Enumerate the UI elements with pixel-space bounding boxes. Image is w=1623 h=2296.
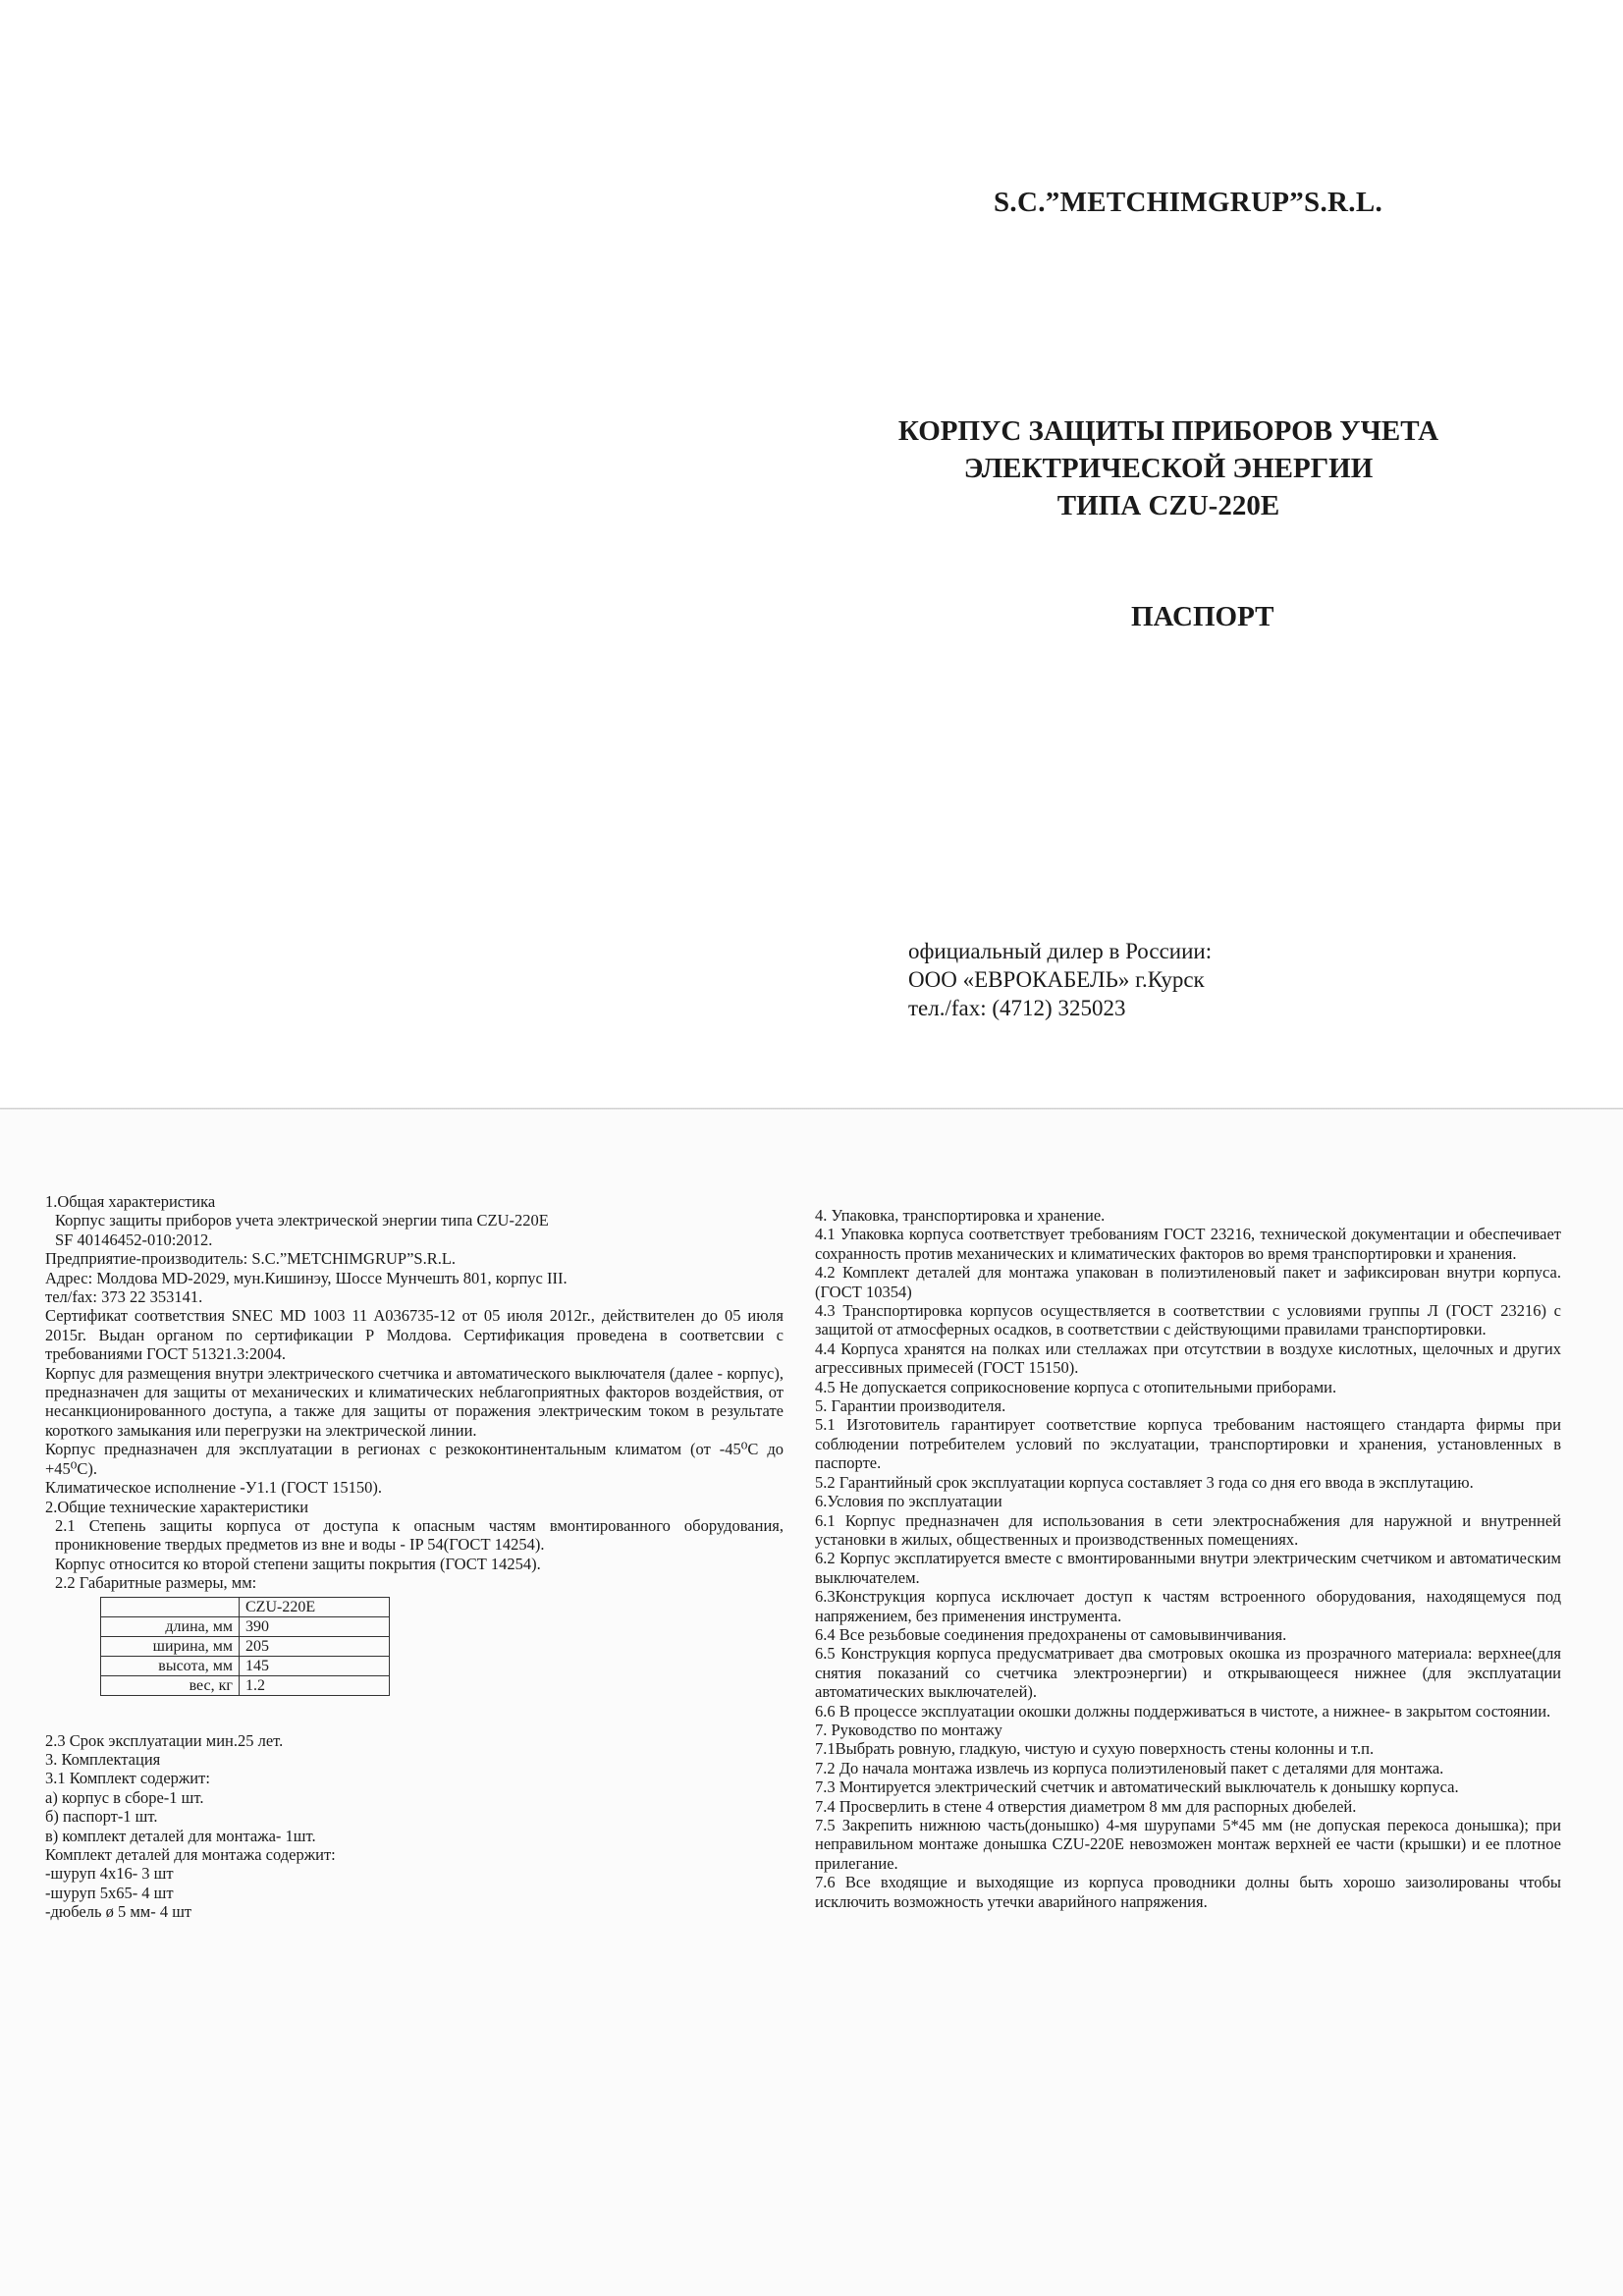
clause-text: 7.5 Закрепить нижнюю часть(донышко) 4-мя шурупами 5*45 мм (не допуская перекоса донышка); при неправильном монтаже донышка CZU-220E невозможен монтаж верхней ее части (крышки) и ее плотное прилегание.: [815, 1816, 1561, 1873]
clause-text: 4.4 Корпуса хранятся на полках или стеллажах при отсутствии в воздухе кислотных, щелочных и других агрессивных примесей (ГОСТ 15150).: [815, 1339, 1561, 1378]
protection-degree-text: 2.1 Степень защиты корпуса от доступа к опасным частям вмонтированного оборудования, проникновение твердых предметов из вне и воды - IP 54(ГОСТ 14254).: [55, 1515, 784, 1555]
manufacturer-text: Предприятие-производитель: S.C.”METCHIMGRUP”S.R.L.: [45, 1249, 457, 1269]
table-row: [101, 1636, 390, 1656]
climate-version-text: Климатическое исполнение -У1.1 (ГОСТ 15150).: [45, 1478, 383, 1498]
section-7-heading: 7. Руководство по монтажу: [815, 1720, 1002, 1739]
table-cell: 145: [240, 1656, 390, 1675]
clause-text: 6.5 Конструкция корпуса предусматривает два смотровых окошка из прозрачного материала: верхнее(для снятия показаний со счетчика электроэнергии) и открывающееся нижнее (для эксплуатации автоматических выключателей).: [815, 1644, 1561, 1702]
clause-text: 5.1 Изготовитель гарантирует соответствие корпуса требованим настоящего стандарта фирмы при соблюдении потребителем условий по экслуатации, транспортировки и хранения, установленных в паспорте.: [815, 1415, 1561, 1473]
certificate-text: Сертификат соответствия SNEC MD 1003 11 A036735-12 от 05 июля 2012г., действителен до 05 июля 2015г. Выдан органом по сертификации Р Молдова. Сертификация проведена в соответсвии с требованиями ГОСТ 51321.3:2004.: [45, 1306, 784, 1364]
passport-heading: ПАСПОРТ: [1131, 601, 1274, 632]
dealer-line-1: официальный дилер в Россиии:: [908, 939, 1213, 963]
section-2-heading: 2.Общие технические характеристики: [45, 1497, 309, 1516]
section-1-text: SF 40146452-010:2012.: [55, 1230, 213, 1249]
kit-item: б) паспорт-1 шт.: [45, 1807, 158, 1827]
table-cell: высота, мм: [101, 1656, 240, 1675]
kit-contents-heading: 3.1 Комплект содержит:: [45, 1769, 210, 1788]
mounting-kit-heading: Комплект деталей для монтажа содержит:: [45, 1844, 336, 1864]
title-line-2: ЭЛЕКТРИЧЕСКОЙ ЭНЕРГИИ: [963, 453, 1374, 484]
clause-text: 7.3 Монтируется электрический счетчик и автоматический выключатель к донышку корпуса.: [815, 1777, 1459, 1797]
title-line-3: ТИПА CZU-220E: [1056, 490, 1280, 521]
table-row: [101, 1597, 390, 1616]
table-cell: вес, кг: [101, 1675, 240, 1695]
dimensions-table: [100, 1597, 390, 1696]
spacer: [45, 1696, 784, 1731]
clause-text: 6.2 Корпус эксплатируется вместе с вмонтированными внутри электрическим счетчиком и автоматическим выключателем.: [815, 1549, 1561, 1587]
document-title: [766, 412, 1571, 524]
table-cell: 1.2: [240, 1675, 390, 1695]
table-cell: 205: [240, 1636, 390, 1656]
section-5-heading: 5. Гарантии производителя.: [815, 1396, 1006, 1416]
section-6-heading: 6.Условия по эксплуатации: [815, 1492, 1002, 1511]
section-1-text: Корпус защиты приборов учета электрической энергии типа CZU-220E: [55, 1211, 549, 1230]
clause-text: 7.1Выбрать ровную, гладкую, чистую и сухую поверхность стены колонны и т.п.: [815, 1739, 1375, 1759]
table-row: [101, 1675, 390, 1695]
table-cell: [101, 1597, 240, 1616]
table-cell: длина, мм: [101, 1616, 240, 1636]
company-name: S.C.”METCHIMGRUP”S.R.L.: [994, 187, 1383, 218]
cover-page: [0, 0, 1623, 1108]
table-cell: ширина, мм: [101, 1636, 240, 1656]
telephone-text: тел/fax: 373 22 353141.: [45, 1287, 203, 1307]
mounting-kit-item: -шуруп 4x16- 3 шт: [45, 1864, 174, 1884]
dealer-info: [908, 937, 1212, 1022]
address-text: Адрес: Молдова MD-2029, мун.Кишинэу, Шоссе Мунчешть 801, корпус III.: [45, 1268, 568, 1287]
kit-item: а) корпус в сборе-1 шт.: [45, 1787, 204, 1807]
clause-text: 4.3 Транспортировка корпусов осуществляется в соответствии с условиями группы Л (ГОСТ 23216) с защитой от атмосферных осадков, в соответствии с действующими правилами транспортировки.: [815, 1301, 1561, 1339]
clause-text: 4.1 Упаковка корпуса соответствует требованиям ГОСТ 23216, технической документации и обеспечивает сохранность против механических и климатических факторов во время транспортировки и хранения.: [815, 1225, 1561, 1263]
right-column: [815, 1206, 1561, 1911]
clause-text: 4.2 Комплект деталей для монтажа упакован в полиэтиленовый пакет и зафиксирован внутри корпуса. (ГОСТ 10354): [815, 1263, 1561, 1301]
kit-item: в) комплект деталей для монтажа- 1шт.: [45, 1826, 316, 1845]
dealer-line-2: ООО «ЕВРОКАБЕЛЬ» г.Курск: [908, 967, 1205, 992]
clause-text: 4.5 Не допускается соприкосновение корпуса с отопительными приборами.: [815, 1377, 1337, 1396]
clause-text: 6.4 Все резьбовые соединения предохранены от самовывинчивания.: [815, 1624, 1287, 1644]
table-header-cell: CZU-220E: [240, 1597, 390, 1616]
table-row: [101, 1616, 390, 1636]
clause-text: 7.2 До начала монтажа извлечь из корпуса полиэтиленовый пакет с деталями для монтажа.: [815, 1758, 1444, 1777]
mounting-kit-item: -дюбель ø 5 мм- 4 шт: [45, 1902, 192, 1922]
climate-text: Корпус предназначен для эксплуатации в регионах с резкоконтинентальным климатом (от -45⁰C до +45⁰C).: [45, 1440, 784, 1478]
purpose-text: Корпус для размещения внутри электрического счетчика и автоматического выключателя (далее - корпус), предназначен для защиты от механических и климатических неблагоприятных факторов воздействия, от несанкционированного доступа, а также для защиты от поражения электрическим током в результате короткого замыкания или перегрузки на электрической линии.: [45, 1363, 784, 1440]
clause-text: 6.6 В процессе эксплуатации окошки должны поддерживаться в чистоте, а нижнее- в закрытом состоянии.: [815, 1701, 1551, 1721]
coating-protection-text: Корпус относится ко второй степени защиты покрытия (ГОСТ 14254).: [55, 1554, 541, 1573]
dimensions-heading: 2.2 Габаритные размеры, мм:: [55, 1573, 257, 1593]
section-3-heading: 3. Комплектация: [45, 1749, 161, 1769]
section-1-heading: 1.Общая характеристика: [45, 1192, 216, 1211]
mounting-kit-item: -шуруп 5x65- 4 шт: [45, 1883, 174, 1902]
table-cell: 390: [240, 1616, 390, 1636]
title-line-1: КОРПУС ЗАЩИТЫ ПРИБОРОВ УЧЕТА: [897, 415, 1439, 447]
clause-text: 5.2 Гарантийный срок эксплуатации корпуса составляет 3 года со дня его ввода в эксплутацию.: [815, 1472, 1474, 1492]
section-4-heading: 4. Упаковка, транспортировка и хранение.: [815, 1206, 1106, 1225]
clause-text: 7.4 Просверлить в стене 4 отверстия диаметром 8 мм для распорных дюбелей.: [815, 1796, 1357, 1816]
table-row: [101, 1656, 390, 1675]
service-life-text: 2.3 Срок эксплуатации мин.25 лет.: [45, 1730, 284, 1750]
clause-text: 6.1 Корпус предназначен для использования в сети электроснабжения для наружной и внутренней установки в жилых, общественных и производственных помещениях.: [815, 1510, 1561, 1549]
clause-text: 7.6 Все входящие и выходящие из корпуса проводники долны быть хорошо заизолированы чтобы исключить возможность утечки аварийного напряжения.: [815, 1873, 1561, 1911]
dealer-line-3: тел./fax: (4712) 325023: [908, 996, 1126, 1020]
clause-text: 6.3Конструкция корпуса исключает доступ к частям встроенного оборудования, находящемуся под напряжением, без применения инструмента.: [815, 1587, 1561, 1625]
left-column: [45, 1192, 784, 1922]
